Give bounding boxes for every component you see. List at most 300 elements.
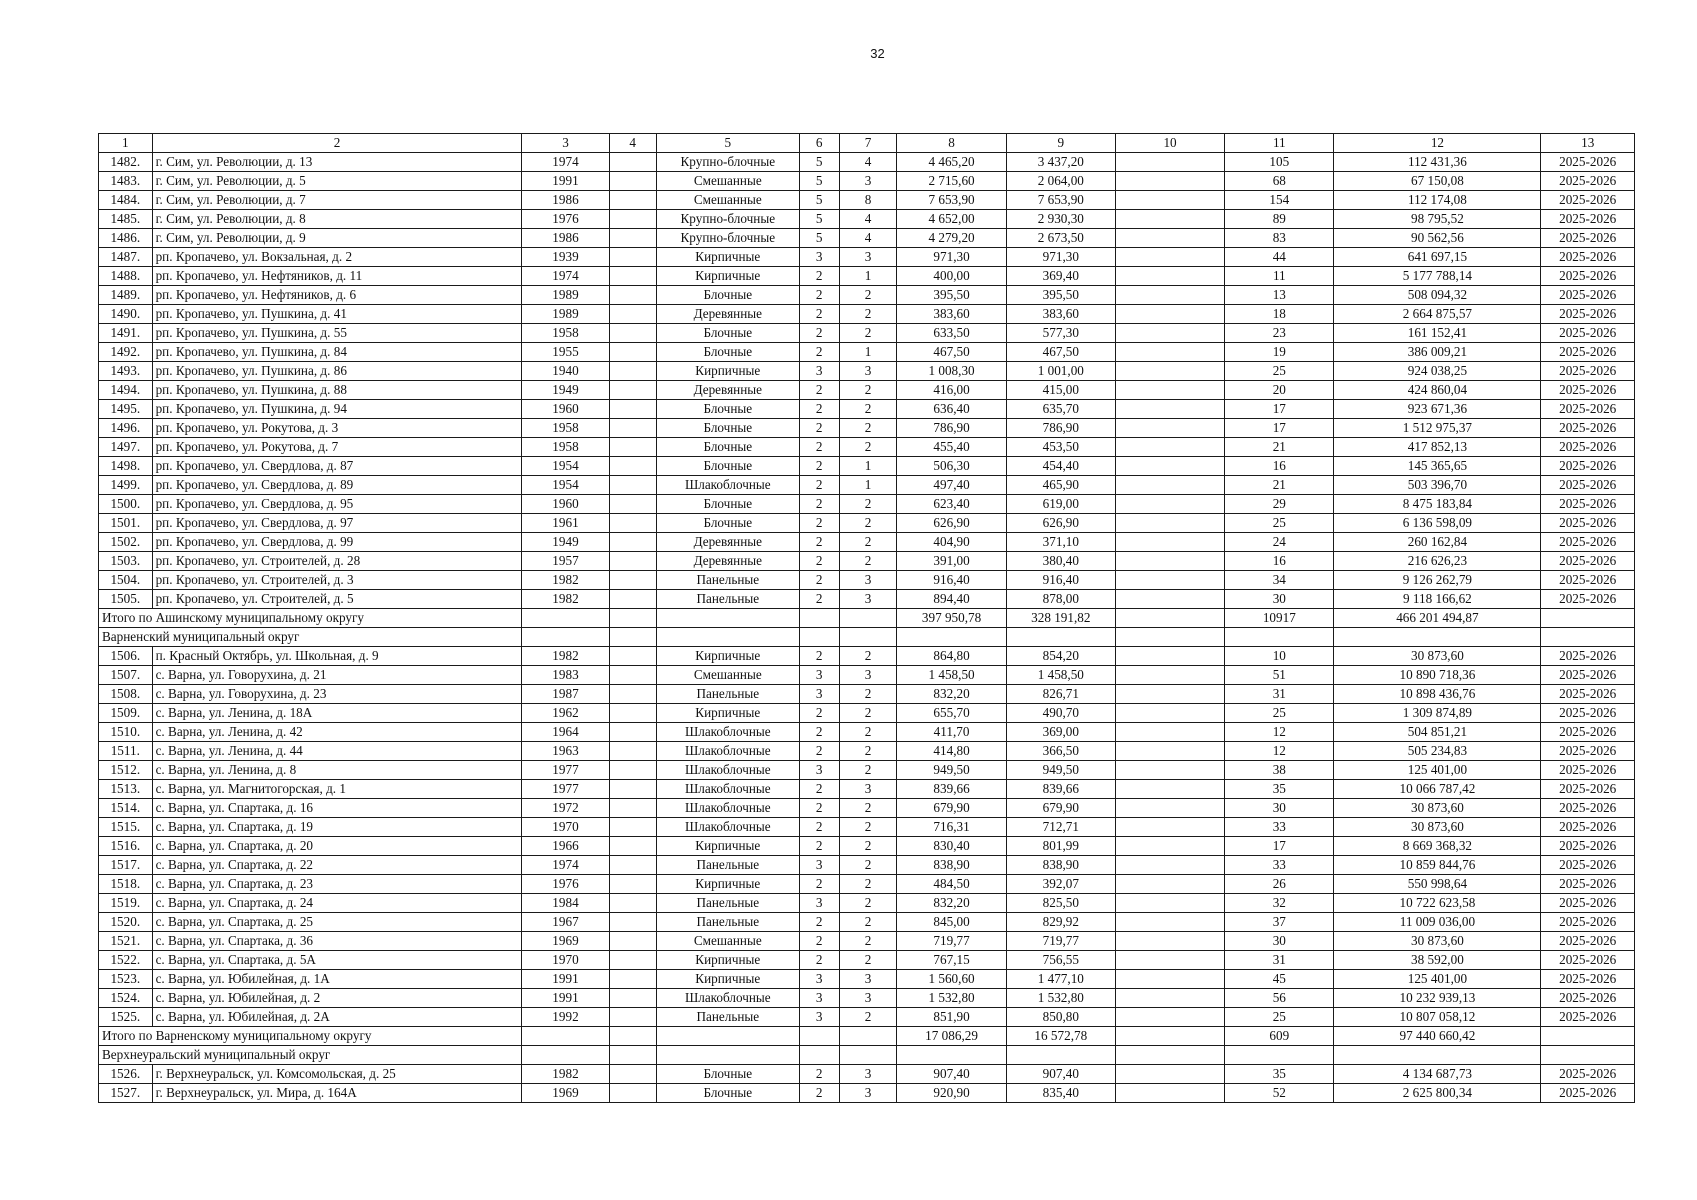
year-built: 1969 — [522, 1084, 609, 1103]
living-area: 916,40 — [1006, 571, 1115, 590]
floors: 3 — [799, 666, 839, 685]
residents: 25 — [1225, 704, 1334, 723]
living-area: 453,50 — [1006, 438, 1115, 457]
year-built: 1949 — [522, 381, 609, 400]
table-row — [99, 229, 1635, 248]
table-row — [99, 742, 1635, 761]
total-area: 832,20 — [897, 685, 1006, 704]
wall-material: Блочные — [656, 457, 799, 476]
total-area: 416,00 — [897, 381, 1006, 400]
total-living-area: 328 191,82 — [1006, 609, 1115, 628]
total-area: 4 279,20 — [897, 229, 1006, 248]
floors: 2 — [799, 723, 839, 742]
table-row — [99, 172, 1635, 191]
col-4 — [609, 210, 656, 229]
empty-cell — [1334, 1046, 1541, 1065]
col-10 — [1115, 324, 1224, 343]
living-area: 490,70 — [1006, 704, 1115, 723]
cost: 30 873,60 — [1334, 932, 1541, 951]
header-cell-13: 13 — [1541, 134, 1635, 153]
wall-material: Крупно-блочные — [656, 229, 799, 248]
address: с. Варна, ул. Юбилейная, д. 2 — [152, 989, 522, 1008]
living-area: 415,00 — [1006, 381, 1115, 400]
row-number: 1487. — [99, 248, 153, 267]
floors: 2 — [799, 704, 839, 723]
col-10 — [1115, 571, 1224, 590]
col-4 — [609, 438, 656, 457]
total-area: 7 653,90 — [897, 191, 1006, 210]
residents: 17 — [1225, 419, 1334, 438]
year-built: 1961 — [522, 514, 609, 533]
table-row — [99, 305, 1635, 324]
cost: 1 512 975,37 — [1334, 419, 1541, 438]
address: рп. Кропачево, ул. Рокутова, д. 3 — [152, 419, 522, 438]
row-number: 1505. — [99, 590, 153, 609]
year-built: 1963 — [522, 742, 609, 761]
address: рп. Кропачево, ул. Пушкина, д. 84 — [152, 343, 522, 362]
section-title: Варненский муниципальный округ — [99, 628, 522, 647]
entrances: 3 — [839, 1084, 897, 1103]
wall-material: Кирпичные — [656, 970, 799, 989]
residents: 25 — [1225, 514, 1334, 533]
period: 2025-2026 — [1541, 932, 1635, 951]
address: рп. Кропачево, ул. Нефтяников, д. 11 — [152, 267, 522, 286]
total-area: 623,40 — [897, 495, 1006, 514]
period: 2025-2026 — [1541, 571, 1635, 590]
row-number: 1498. — [99, 457, 153, 476]
period: 2025-2026 — [1541, 457, 1635, 476]
residents: 38 — [1225, 761, 1334, 780]
address: рп. Кропачево, ул. Вокзальная, д. 2 — [152, 248, 522, 267]
cost: 504 851,21 — [1334, 723, 1541, 742]
year-built: 1940 — [522, 362, 609, 381]
row-number: 1502. — [99, 533, 153, 552]
year-built: 1958 — [522, 438, 609, 457]
cost: 125 401,00 — [1334, 970, 1541, 989]
table-row — [99, 666, 1635, 685]
total-area: 851,90 — [897, 1008, 1006, 1027]
wall-material: Кирпичные — [656, 362, 799, 381]
total-area: 391,00 — [897, 552, 1006, 571]
period: 2025-2026 — [1541, 476, 1635, 495]
wall-material: Кирпичные — [656, 647, 799, 666]
period: 2025-2026 — [1541, 913, 1635, 932]
empty-cell — [799, 1046, 839, 1065]
cost: 4 134 687,73 — [1334, 1065, 1541, 1084]
residents: 30 — [1225, 590, 1334, 609]
address: с. Варна, ул. Юбилейная, д. 2А — [152, 1008, 522, 1027]
col-10 — [1115, 685, 1224, 704]
total-area: 497,40 — [897, 476, 1006, 495]
year-built: 1960 — [522, 400, 609, 419]
header-cell-2: 2 — [152, 134, 522, 153]
floors: 2 — [799, 305, 839, 324]
floors: 2 — [799, 381, 839, 400]
entrances: 2 — [839, 913, 897, 932]
empty-cell — [609, 1046, 656, 1065]
entrances: 2 — [839, 837, 897, 856]
entrances: 3 — [839, 248, 897, 267]
year-built: 1977 — [522, 761, 609, 780]
row-number: 1521. — [99, 932, 153, 951]
address: г. Сим, ул. Революции, д. 9 — [152, 229, 522, 248]
col-10 — [1115, 381, 1224, 400]
living-area: 371,10 — [1006, 533, 1115, 552]
col-10 — [1115, 894, 1224, 913]
empty-cell — [1225, 628, 1334, 647]
entrances: 2 — [839, 438, 897, 457]
living-area: 1 458,50 — [1006, 666, 1115, 685]
total-area: 1 532,80 — [897, 989, 1006, 1008]
year-built: 1976 — [522, 875, 609, 894]
wall-material: Панельные — [656, 685, 799, 704]
col-10 — [1115, 533, 1224, 552]
entrances: 2 — [839, 761, 897, 780]
wall-material: Шлакоблочные — [656, 742, 799, 761]
table-row — [99, 286, 1635, 305]
col-10 — [1115, 723, 1224, 742]
cost: 8 475 183,84 — [1334, 495, 1541, 514]
entrances: 2 — [839, 305, 897, 324]
col-4 — [609, 875, 656, 894]
col-10 — [1115, 191, 1224, 210]
empty-cell — [799, 609, 839, 628]
empty-cell — [839, 609, 897, 628]
col-4 — [609, 799, 656, 818]
page-number: 32 — [870, 46, 885, 61]
row-number: 1503. — [99, 552, 153, 571]
period: 2025-2026 — [1541, 324, 1635, 343]
wall-material: Кирпичные — [656, 267, 799, 286]
row-number: 1516. — [99, 837, 153, 856]
residents: 33 — [1225, 818, 1334, 837]
period: 2025-2026 — [1541, 343, 1635, 362]
wall-material: Крупно-блочные — [656, 153, 799, 172]
period: 2025-2026 — [1541, 381, 1635, 400]
residents: 30 — [1225, 932, 1334, 951]
col-10 — [1115, 457, 1224, 476]
floors: 2 — [799, 286, 839, 305]
cost: 216 626,23 — [1334, 552, 1541, 571]
address: рп. Кропачево, ул. Строителей, д. 28 — [152, 552, 522, 571]
col-10 — [1115, 989, 1224, 1008]
col-10 — [1115, 837, 1224, 856]
cost: 30 873,60 — [1334, 647, 1541, 666]
col-10 — [1115, 153, 1224, 172]
empty-cell — [799, 628, 839, 647]
period: 2025-2026 — [1541, 837, 1635, 856]
entrances: 2 — [839, 818, 897, 837]
period: 2025-2026 — [1541, 286, 1635, 305]
period: 2025-2026 — [1541, 1065, 1635, 1084]
year-built: 1964 — [522, 723, 609, 742]
col-4 — [609, 305, 656, 324]
period: 2025-2026 — [1541, 400, 1635, 419]
cost: 11 009 036,00 — [1334, 913, 1541, 932]
wall-material: Кирпичные — [656, 837, 799, 856]
address: рп. Кропачево, ул. Пушкина, д. 41 — [152, 305, 522, 324]
row-number: 1488. — [99, 267, 153, 286]
col-4 — [609, 932, 656, 951]
table-row — [99, 1084, 1635, 1103]
cost: 67 150,08 — [1334, 172, 1541, 191]
col-4 — [609, 381, 656, 400]
year-built: 1970 — [522, 951, 609, 970]
col-10 — [1115, 172, 1224, 191]
cost: 90 562,56 — [1334, 229, 1541, 248]
address: г. Сим, ул. Революции, д. 5 — [152, 172, 522, 191]
year-built: 1986 — [522, 191, 609, 210]
living-area: 826,71 — [1006, 685, 1115, 704]
table-row — [99, 419, 1635, 438]
col-10 — [1115, 438, 1224, 457]
entrances: 3 — [839, 970, 897, 989]
residents: 52 — [1225, 1084, 1334, 1103]
row-number: 1512. — [99, 761, 153, 780]
floors: 3 — [799, 894, 839, 913]
col-10 — [1115, 495, 1224, 514]
year-built: 1967 — [522, 913, 609, 932]
total-label: Итого по Варненскому муниципальному округу — [99, 1027, 522, 1046]
floors: 2 — [799, 495, 839, 514]
period: 2025-2026 — [1541, 799, 1635, 818]
empty-cell — [656, 1027, 799, 1046]
total-area: 845,00 — [897, 913, 1006, 932]
address: г. Сим, ул. Революции, д. 8 — [152, 210, 522, 229]
wall-material: Блочные — [656, 324, 799, 343]
header-cell-5: 5 — [656, 134, 799, 153]
col-4 — [609, 514, 656, 533]
living-area: 7 653,90 — [1006, 191, 1115, 210]
floors: 2 — [799, 799, 839, 818]
period: 2025-2026 — [1541, 248, 1635, 267]
row-number: 1484. — [99, 191, 153, 210]
col-10 — [1115, 913, 1224, 932]
residents: 11 — [1225, 267, 1334, 286]
wall-material: Шлакоблочные — [656, 723, 799, 742]
section-title-row — [99, 1046, 1635, 1065]
col-4 — [609, 1084, 656, 1103]
cost: 38 592,00 — [1334, 951, 1541, 970]
col-10 — [1115, 761, 1224, 780]
year-built: 1982 — [522, 647, 609, 666]
col-10 — [1115, 1065, 1224, 1084]
year-built: 1991 — [522, 172, 609, 191]
cost: 503 396,70 — [1334, 476, 1541, 495]
row-number: 1482. — [99, 153, 153, 172]
total-area: 679,90 — [897, 799, 1006, 818]
wall-material: Панельные — [656, 856, 799, 875]
residents: 20 — [1225, 381, 1334, 400]
col-4 — [609, 191, 656, 210]
total-area: 920,90 — [897, 1084, 1006, 1103]
row-number: 1489. — [99, 286, 153, 305]
empty-cell — [609, 1027, 656, 1046]
table-row — [99, 590, 1635, 609]
floors: 3 — [799, 685, 839, 704]
col-10 — [1115, 210, 1224, 229]
empty-cell — [839, 1046, 897, 1065]
col-4 — [609, 495, 656, 514]
year-built: 1954 — [522, 476, 609, 495]
col-4 — [609, 457, 656, 476]
col-10 — [1115, 590, 1224, 609]
total-living-area: 16 572,78 — [1006, 1027, 1115, 1046]
entrances: 2 — [839, 856, 897, 875]
residents: 21 — [1225, 476, 1334, 495]
floors: 3 — [799, 989, 839, 1008]
residents: 16 — [1225, 457, 1334, 476]
entrances: 2 — [839, 286, 897, 305]
residents: 21 — [1225, 438, 1334, 457]
period: 2025-2026 — [1541, 970, 1635, 989]
total-area: 767,15 — [897, 951, 1006, 970]
entrances: 3 — [839, 172, 897, 191]
period: 2025-2026 — [1541, 590, 1635, 609]
address: с. Варна, ул. Юбилейная, д. 1А — [152, 970, 522, 989]
address: рп. Кропачево, ул. Пушкина, д. 88 — [152, 381, 522, 400]
entrances: 2 — [839, 381, 897, 400]
residents: 89 — [1225, 210, 1334, 229]
address: рп. Кропачево, ул. Пушкина, д. 86 — [152, 362, 522, 381]
row-number: 1519. — [99, 894, 153, 913]
period: 2025-2026 — [1541, 267, 1635, 286]
total-area: 655,70 — [897, 704, 1006, 723]
entrances: 2 — [839, 723, 897, 742]
wall-material: Блочные — [656, 1065, 799, 1084]
address: г. Сим, ул. Революции, д. 13 — [152, 153, 522, 172]
row-number: 1501. — [99, 514, 153, 533]
entrances: 3 — [839, 780, 897, 799]
year-built: 1960 — [522, 495, 609, 514]
cost: 260 162,84 — [1334, 533, 1541, 552]
entrances: 3 — [839, 571, 897, 590]
address: рп. Кропачево, ул. Свердлова, д. 95 — [152, 495, 522, 514]
cost: 641 697,15 — [1334, 248, 1541, 267]
col-4 — [609, 761, 656, 780]
period: 2025-2026 — [1541, 495, 1635, 514]
address: рп. Кропачево, ул. Пушкина, д. 94 — [152, 400, 522, 419]
total-area: 395,50 — [897, 286, 1006, 305]
residents: 154 — [1225, 191, 1334, 210]
living-area: 369,40 — [1006, 267, 1115, 286]
residents: 26 — [1225, 875, 1334, 894]
year-built: 1969 — [522, 932, 609, 951]
year-built: 1972 — [522, 799, 609, 818]
year-built: 1954 — [522, 457, 609, 476]
total-area: 1 560,60 — [897, 970, 1006, 989]
floors: 2 — [799, 951, 839, 970]
entrances: 2 — [839, 685, 897, 704]
entrances: 3 — [839, 362, 897, 381]
entrances: 2 — [839, 400, 897, 419]
row-number: 1490. — [99, 305, 153, 324]
total-area: 455,40 — [897, 438, 1006, 457]
col-10 — [1115, 305, 1224, 324]
col-4 — [609, 970, 656, 989]
living-area: 2 930,30 — [1006, 210, 1115, 229]
table-row — [99, 837, 1635, 856]
wall-material: Блочные — [656, 286, 799, 305]
address: с. Варна, ул. Спартака, д. 16 — [152, 799, 522, 818]
wall-material: Блочные — [656, 1084, 799, 1103]
wall-material: Панельные — [656, 1008, 799, 1027]
col-10 — [1115, 229, 1224, 248]
col-10 — [1115, 1084, 1224, 1103]
year-built: 1982 — [522, 571, 609, 590]
wall-material: Панельные — [656, 590, 799, 609]
floors: 3 — [799, 856, 839, 875]
address: с. Варна, ул. Ленина, д. 18А — [152, 704, 522, 723]
col-4 — [609, 1008, 656, 1027]
wall-material: Панельные — [656, 913, 799, 932]
table-row — [99, 476, 1635, 495]
empty-cell — [522, 1027, 609, 1046]
total-area: 17 086,29 — [897, 1027, 1006, 1046]
wall-material: Деревянные — [656, 552, 799, 571]
floors: 2 — [799, 457, 839, 476]
col-4 — [609, 362, 656, 381]
residents: 31 — [1225, 685, 1334, 704]
floors: 2 — [799, 875, 839, 894]
header-cell-9: 9 — [1006, 134, 1115, 153]
floors: 2 — [799, 1084, 839, 1103]
total-area: 414,80 — [897, 742, 1006, 761]
col-10 — [1115, 400, 1224, 419]
address: с. Варна, ул. Говорухина, д. 21 — [152, 666, 522, 685]
row-number: 1520. — [99, 913, 153, 932]
cost: 9 126 262,79 — [1334, 571, 1541, 590]
residents: 23 — [1225, 324, 1334, 343]
entrances: 2 — [839, 875, 897, 894]
period: 2025-2026 — [1541, 780, 1635, 799]
address: рп. Кропачево, ул. Свердлова, д. 99 — [152, 533, 522, 552]
table-row — [99, 571, 1635, 590]
col-4 — [609, 533, 656, 552]
table-row — [99, 153, 1635, 172]
row-number: 1497. — [99, 438, 153, 457]
row-number: 1517. — [99, 856, 153, 875]
wall-material: Шлакоблочные — [656, 761, 799, 780]
total-area: 467,50 — [897, 343, 1006, 362]
period: 2025-2026 — [1541, 1008, 1635, 1027]
cost: 923 671,36 — [1334, 400, 1541, 419]
total-area: 484,50 — [897, 875, 1006, 894]
table-row — [99, 875, 1635, 894]
wall-material: Шлакоблочные — [656, 476, 799, 495]
col-4 — [609, 951, 656, 970]
table-row — [99, 647, 1635, 666]
entrances: 2 — [839, 894, 897, 913]
period: 2025-2026 — [1541, 685, 1635, 704]
empty-cell — [1334, 628, 1541, 647]
cost: 161 152,41 — [1334, 324, 1541, 343]
empty-cell — [897, 1046, 1006, 1065]
col-4 — [609, 571, 656, 590]
empty-cell — [799, 1027, 839, 1046]
col-4 — [609, 172, 656, 191]
floors: 2 — [799, 267, 839, 286]
living-area: 454,40 — [1006, 457, 1115, 476]
living-area: 635,70 — [1006, 400, 1115, 419]
header-cell-3: 3 — [522, 134, 609, 153]
living-area: 619,00 — [1006, 495, 1115, 514]
total-area: 907,40 — [897, 1065, 1006, 1084]
col-4 — [609, 666, 656, 685]
table-row — [99, 761, 1635, 780]
period: 2025-2026 — [1541, 704, 1635, 723]
period: 2025-2026 — [1541, 647, 1635, 666]
